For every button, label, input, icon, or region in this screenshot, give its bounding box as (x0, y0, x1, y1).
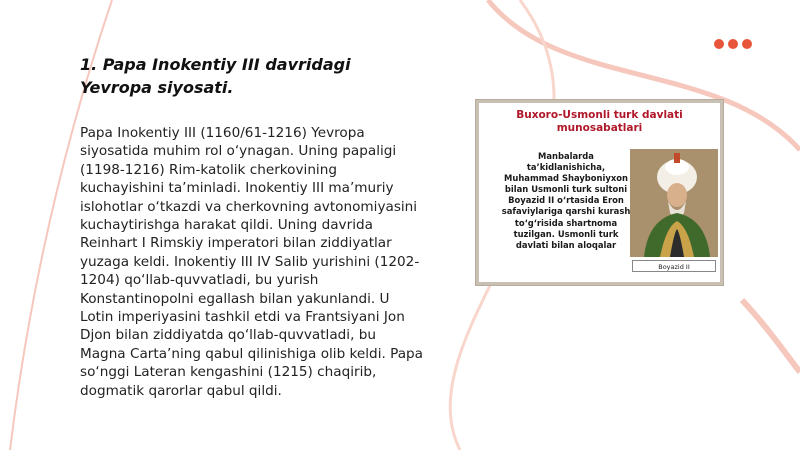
embedded-slide-text: Manbalarda ta’kidlanishicha, Muhammad Shayboniyxon bilan Usmonli turk sultoni Boyazid II o‘rtasida Eron safaviylariga qarshi kurash to‘g‘risida shartnoma tuzilgan. Usmonli turk davlati bilan aloqalar (501, 151, 631, 250)
embedded-slide-title-line1: Buxoro-Usmonli turk davlati (516, 109, 683, 121)
sultan-portrait-image (630, 149, 718, 257)
slide-heading-line2: Yevropa siyosati. (80, 78, 234, 97)
embedded-slide-image (475, 99, 724, 286)
embedded-slide-title (479, 109, 720, 135)
portrait-caption: Boyazid II (632, 260, 716, 272)
slide-heading-line1: 1. Papa Inokentiy III davridagi (80, 55, 351, 74)
slide-heading (80, 53, 400, 99)
dot-icon (742, 39, 752, 49)
embedded-slide-title-line2: munosabatlari (556, 122, 643, 134)
dot-icon (728, 39, 738, 49)
embedded-slide-canvas (479, 103, 720, 282)
slide-body-text: Papa Inokentiy III (1160/61-1216) Yevropa siyosatida muhim rol o‘ynagan. Uning papaligi (1198-1216) Rim-katolik cherkovining kuchayishini ta’minladi. Inokentiy III ma’muriy islohotlar o‘tkazdi va cherkovning avtonomiyasini kuchaytirishga harakat qildi. Uning davrida Reinhart I Rimskiy imperatori bilan ziddiyatlar yuzaga keldi. Inokentiy III IV Salib yurishini (1202-1204) qo‘llab-quvvatladi, bu yurish Konstantinopolni egallash bilan yakunlandi. U Lotin imperiyasini tashkil etdi va Frantsiyani Jon Djon bilan ziddiyatda qo‘llab-quvvatladi, bu Magna Carta’ning qabul qilinishiga olib keldi. Papa so‘nggi Lateran kengashini (1215) chaqirib, dogmatik qarorlar qabul qildi. (80, 125, 423, 399)
dot-icon (714, 39, 724, 49)
dots-decoration (714, 39, 752, 49)
